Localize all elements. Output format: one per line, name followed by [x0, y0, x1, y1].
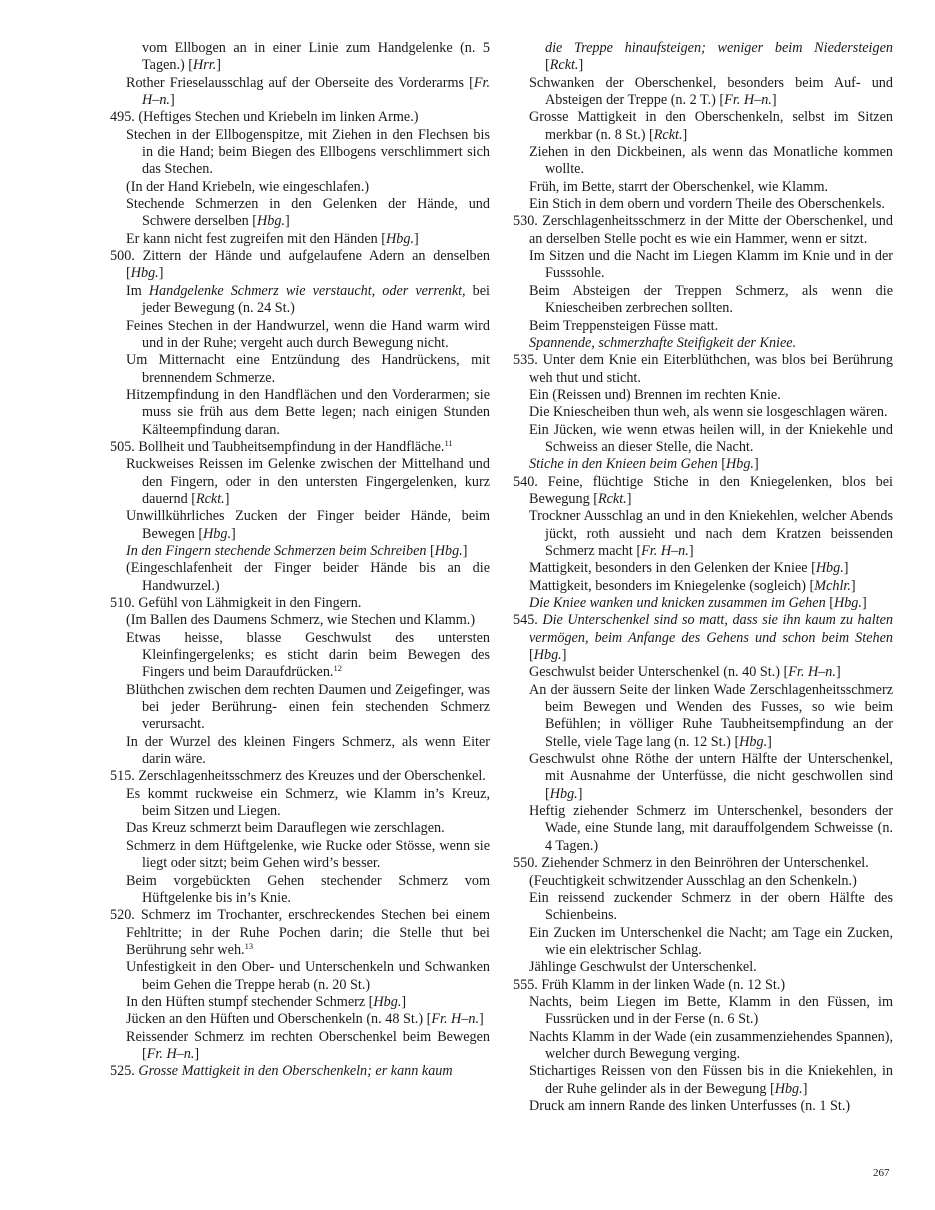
- symptom-entry: Druck am innern Rande des linken Unterfusses (n. 1 St.): [529, 1097, 851, 1114]
- numbered-symptom-entry: 550. Ziehender Schmerz in den Beinröhren der Unterschenkel.: [513, 855, 869, 872]
- symptom-entry: Um Mitternacht eine Entzündung des Handrückens, mit brennendem Schmerze.: [126, 352, 490, 386]
- symptom-entry: Ziehen in den Dickbeinen, als wenn das Monatliche kommen wollte.: [529, 144, 893, 178]
- numbered-symptom-entry: 530. Zerschlagenheitsschmerz in der Mitte der Oberschenkel, und an derselben Stelle pocht es wie ein Hammer, wenn er sitzt.: [513, 213, 893, 247]
- symptom-entry: Jählinge Geschwulst der Unterschenkel.: [529, 959, 757, 976]
- symptom-entry: In den Hüften stumpf stechender Schmerz [Hbg.]: [126, 993, 407, 1010]
- symptom-entry: Reissender Schmerz im rechten Oberschenkel beim Bewegen [Fr. H–n.]: [126, 1028, 490, 1062]
- symptom-entry: Unwillkührliches Zucken der Finger beider Hände, beim Bewegen [Hbg.]: [126, 508, 490, 542]
- symptom-entry: Er kann nicht fest zugreifen mit den Händen [Hbg.]: [126, 230, 419, 247]
- symptom-entry: Geschwulst ohne Röthe der untern Hälfte der Unterschenkel, mit Ausnahme der Unterfüsse, die nicht geschwollen sind [Hbg.]: [529, 751, 893, 802]
- numbered-symptom-entry: 540. Feine, flüchtige Stiche in den Kniegelenken, blos bei Bewegung [Rckt.]: [513, 473, 893, 507]
- symptom-entry: Ein reissend zuckender Schmerz in der obern Hälfte des Schienbeins.: [529, 889, 893, 924]
- right-column: [513, 40, 893, 1115]
- symptom-entry: Etwas heisse, blasse Geschwulst des untersten Kleinfingergelenks; es sticht darin beim Bewegen des Fingers und beim Daraufdrücken.$^{12}$: [126, 629, 490, 681]
- symptom-entry: Spannende, schmerzhafte Steifigkeit der Kniee.: [529, 334, 797, 351]
- symptom-entry: Stiche in den Knieen beim Gehen [Hbg.]: [529, 456, 759, 473]
- numbered-symptom-entry: 545. Die Unterschenkel sind so matt, dass sie ihn kaum zu halten vermögen, beim Anfange des Gehens und schon beim Stehen [Hbg.]: [513, 612, 893, 664]
- numbered-symptom-entry: 505. Bollheit und Taubheitsempfindung in der Handfläche.$^{11}$: [110, 437, 453, 455]
- symptom-entry: Jücken an den Hüften und Oberschenkeln (n. 48 St.) [Fr. H–n.]: [126, 1011, 484, 1028]
- symptom-entry: Feines Stechen in der Handwurzel, wenn die Hand warm wird und in der Ruhe; vergeht auch durch Bewegung nicht.: [126, 317, 490, 351]
- symptom-entry: Die Kniescheiben thun weh, als wenn sie losgeschlagen wären.: [529, 404, 888, 421]
- symptom-entry: Im Sitzen und die Nacht im Liegen Klamm im Knie und in der Fusssohle.: [529, 248, 893, 282]
- symptom-entry: (Eingeschlafenheit der Finger beider Hände bis an die Handwurzel.): [126, 560, 490, 594]
- symptom-entry: Schmerz in dem Hüftgelenke, wie Rucke oder Stösse, wenn sie liegt oder sitzt; beim Gehen wird’s besser.: [126, 837, 490, 872]
- symptom-entry: (Feuchtigkeit schwitzender Ausschlag an den Schenkeln.): [529, 872, 857, 889]
- symptom-entry: Rother Frieselausschlag auf der Oberseite des Vorderarms [Fr. H–n.]: [126, 74, 490, 109]
- numbered-symptom-entry: 520. Schmerz im Trochanter, erschreckendes Stechen bei einem Fehltritte; in der Ruhe Pochen darin; die Stelle thut bei Berührung sehr weh.$^{13}$: [110, 907, 490, 958]
- symptom-entry: Es kommt ruckweise ein Schmerz, wie Klamm in’s Kreuz, beim Sitzen und Liegen.: [126, 785, 490, 820]
- symptom-entry: Stichartiges Reissen von den Füssen bis in die Kniekehlen, in der Ruhe gelinder als in der Bewegung [Hbg.]: [529, 1063, 893, 1097]
- numbered-symptom-entry: 555. Früh Klamm in der linken Wade (n. 12 St.): [513, 976, 786, 993]
- numbered-symptom-entry: 510. Gefühl von Lähmigkeit in den Fingern.: [110, 595, 362, 611]
- continued-entry: die Treppe hinaufsteigen; weniger beim Niedersteigen [Rckt.]: [545, 40, 893, 74]
- numbered-symptom-entry: 535. Unter dem Knie ein Eiterblüthchen, was blos bei Berührung weh thut und sticht.: [513, 352, 893, 386]
- symptom-entry: Stechen in der Ellbogenspitze, mit Ziehen in den Flechsen bis in die Hand; beim Biegen des Ellbogens verschlimmert sich das Stechen.: [126, 126, 490, 178]
- symptom-entry: Nachts Klamm in der Wade (ein zusammenziehendes Spannen), welcher durch Bewegung verging.: [529, 1028, 893, 1062]
- symptom-entry: Ruckweises Reissen im Gelenke zwischen der Mittelhand und den Fingern, oder in den untersten Fingergelenken, kurz dauernd [Rckt.]: [126, 456, 490, 507]
- symptom-entry: Schwanken der Oberschenkel, besonders beim Auf- und Absteigen der Treppe (n. 2 T.) [Fr. H–n.]: [529, 74, 893, 109]
- symptom-entry: Ein Stich in dem obern und vordern Theile des Oberschenkels.: [529, 196, 885, 213]
- page-number: 267: [873, 1167, 890, 1179]
- symptom-entry: Nachts, beim Liegen im Bette, Klamm in den Füssen, im Fussrücken und in der Ferse (n. 6 St.): [529, 993, 893, 1028]
- symptom-entry: Mattigkeit, besonders im Kniegelenke (sogleich) [Mchlr.]: [529, 577, 856, 594]
- symptom-entry: Früh, im Bette, starrt der Oberschenkel, wie Klamm.: [529, 178, 829, 195]
- symptom-entry: Grosse Mattigkeit in den Oberschenkeln, selbst im Sitzen merkbar (n. 8 St.) [Rckt.]: [529, 109, 893, 143]
- left-column: [110, 40, 490, 1081]
- numbered-symptom-entry: 495. (Heftiges Stechen und Kriebeln im linken Arme.): [110, 109, 419, 126]
- symptom-entry: Ein Jücken, wie wenn etwas heilen will, in der Kniekehle und Schweiss an dieser Stelle, die Nacht.: [529, 421, 893, 455]
- symptom-entry: Trockner Ausschlag an und in den Kniekehlen, welcher Abends jückt, roth aussieht und nach dem Kratzen beissenden Schmerz macht [Fr. H–n.]: [529, 508, 893, 559]
- symptom-entry: Blüthchen zwischen dem rechten Daumen und Zeigefinger, was bei jeder Berührung- einen fein stechenden Schmerz verursacht.: [126, 681, 490, 733]
- continued-entry: vom Ellbogen an in einer Linie zum Handgelenke (n. 5 Tagen.) [Hrr.]: [142, 40, 490, 74]
- numbered-symptom-entry: 525. Grosse Mattigkeit in den Oberschenkeln; er kann kaum: [110, 1063, 453, 1080]
- numbered-symptom-entry: 515. Zerschlagenheitsschmerz des Kreuzes und der Oberschenkel.: [110, 768, 486, 785]
- symptom-entry: Beim Treppensteigen Füsse matt.: [529, 317, 719, 334]
- symptom-entry: Unfestigkeit in den Ober- und Unterschenkeln und Schwanken beim Gehen die Treppe herab (n. 20 St.): [126, 959, 490, 993]
- symptom-entry: Die Kniee wanken und knicken zusammen im Gehen [Hbg.]: [529, 595, 867, 611]
- symptom-entry: Heftig ziehender Schmerz im Unterschenkel, besonders der Wade, eine Stunde lang, mit darauffolgendem Schweisse (n. 4 Tagen.): [529, 803, 893, 854]
- symptom-entry: Im Handgelenke Schmerz wie verstaucht, oder verrenkt, bei jeder Bewegung (n. 24 St.): [126, 282, 490, 317]
- symptom-entry: Geschwulst beider Unterschenkel (n. 40 St.) [Fr. H–n.]: [529, 664, 841, 681]
- symptom-entry: In den Fingern stechende Schmerzen beim Schreiben [Hbg.]: [126, 542, 468, 559]
- symptom-entry: Mattigkeit, besonders in den Gelenken der Kniee [Hbg.]: [529, 560, 849, 577]
- symptom-entry: An der äussern Seite der linken Wade Zerschlagenheitsschmerz beim Bewegen und Wenden des Fusses, so wie beim Befühlen; in völliger Ruhe Taubheitsempfindung an der Stelle, viele Tage lang (n. 12 St.) [Hbg.]: [529, 681, 893, 750]
- symptom-entry: Beim Absteigen der Treppen Schmerz, als wenn die Kniescheiben zerbrechen sollten.: [529, 282, 893, 317]
- symptom-entry: (In der Hand Kriebeln, wie eingeschlafen.): [126, 178, 370, 195]
- symptom-entry: Beim vorgebückten Gehen stechender Schmerz vom Hüftgelenke bis in’s Knie.: [126, 872, 490, 906]
- symptom-entry: (Im Ballen des Daumens Schmerz, wie Stechen und Klamm.): [126, 612, 476, 629]
- symptom-entry: Das Kreuz schmerzt beim Darauflegen wie zerschlagen.: [126, 820, 445, 837]
- symptom-entry: Ein (Reissen und) Brennen im rechten Knie.: [529, 386, 781, 403]
- symptom-entry: Hitzempfindung in den Handflächen und den Vorderarmen; sie muss sie früh aus dem Bette legen; nach einigen Stunden Kälteempfindung daran.: [126, 386, 490, 438]
- symptom-entry: Ein Zucken im Unterschenkel die Nacht; am Tage ein Zucken, wie ein elektrischer Schlag.: [529, 924, 893, 958]
- symptom-entry: Stechende Schmerzen in den Gelenken der Hände, und Schwere derselben [Hbg.]: [126, 196, 490, 230]
- numbered-symptom-entry: 500. Zittern der Hände und aufgelaufene Adern an denselben [Hbg.]: [110, 248, 490, 282]
- symptom-entry: In der Wurzel des kleinen Fingers Schmerz, als wenn Eiter darin wäre.: [126, 733, 490, 768]
